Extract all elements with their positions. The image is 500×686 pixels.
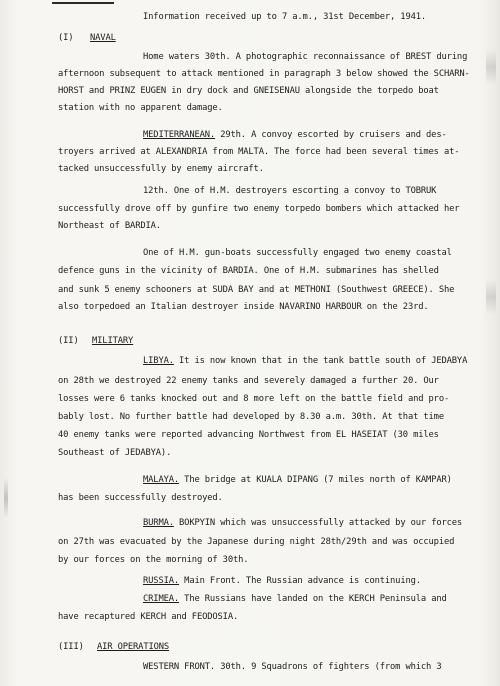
paragraph-line: station with no apparent damage. <box>58 103 223 113</box>
paragraph-line: MEDITERRANEAN. 29th. A convoy escorted by cruisers and des- <box>143 130 447 140</box>
paper-stain <box>486 50 496 84</box>
paragraph-line: bably lost. No further battle had developed by 8.30 a.m. 30th. At that time <box>58 412 444 422</box>
paragraph-line: Home waters 30th. A photographic reconnaissance of BREST during <box>143 52 468 62</box>
paragraph-line: afternoon subsequent to attack mentioned in paragraph 3 below showed the SCHARN- <box>58 69 470 79</box>
paragraph-line: also torpedoed an Italian destroyer inside NAVARINO HARBOUR on the 23rd. <box>58 302 429 312</box>
section-heading-naval: NAVAL <box>90 33 116 43</box>
subheading-malaya: MALAYA. <box>143 475 180 485</box>
subheading-russia: RUSSIA. <box>143 576 180 586</box>
paragraph-line: has been successfully destroyed. <box>58 493 223 503</box>
section-number: (III) <box>58 642 84 652</box>
paragraph-line: LIBYA. It is now known that in the tank battle south of JEDABYA <box>143 356 468 366</box>
paragraph-line: have recaptured KERCH and FEODOSIA. <box>58 612 239 622</box>
paragraph-line: successfully drove off by gunfire two enemy torpedo bombers which attacked her <box>58 204 460 214</box>
subheading-libya: LIBYA. <box>143 356 174 366</box>
paragraph-line: Southeast of JEDABYA). <box>58 448 172 458</box>
paragraph-line: on 28th we destroyed 22 enemy tanks and severely damaged a further 20. Our <box>58 376 439 386</box>
subheading-mediterranean: MEDITERRANEAN. <box>143 130 216 140</box>
subheading-crimea: CRIMEA. <box>143 594 180 604</box>
paragraph-line: Northeast of BARDIA. <box>58 221 161 231</box>
paragraph-line: on 27th was evacuated by the Japanese during night 28th/29th and was occupied <box>58 537 455 547</box>
paragraph-line: CRIMEA. The Russians have landed on the KERCH Peninsula and <box>143 594 447 604</box>
paragraph-line: and sunk 5 enemy schooners at SUDA BAY and at METHONI (Southwest GREECE). She <box>58 285 455 295</box>
section-number: (I) <box>58 33 74 43</box>
paragraph-line: losses were 6 tanks knocked out and 8 more left on the battle field and pro- <box>58 394 450 404</box>
section-number: (II) <box>58 336 79 346</box>
paragraph-line: One of H.M. gun-boats successfully engaged two enemy coastal <box>143 248 452 258</box>
top-rule <box>52 2 114 4</box>
margin-mark <box>4 478 8 518</box>
section-heading-military: MILITARY <box>92 336 134 346</box>
paragraph-line: WESTERN FRONT. 30th. 9 Squadrons of fighters (from which 3 <box>143 662 442 672</box>
paragraph-line: defence guns in the vicinity of BARDIA. One of H.M. submarines has shelled <box>58 266 439 276</box>
paragraph-line: MALAYA. The bridge at KUALA DIPANG (7 miles north of KAMPAR) <box>143 475 452 485</box>
paragraph-line: by our forces on the morning of 30th. <box>58 555 249 565</box>
paper-stain <box>486 280 496 314</box>
paragraph-line: HORST and PRINZ EUGEN in dry dock and GNEISENAU alongside the torpedo boat <box>58 86 439 96</box>
section-heading-air-operations: AIR OPERATIONS <box>97 642 170 652</box>
paragraph-line: troyers arrived at ALEXANDRIA from MALTA. The force had been several times at- <box>58 147 460 157</box>
paragraph-line: tacked unsuccessfully by enemy aircraft. <box>58 164 264 174</box>
paragraph-line: 12th. One of H.M. destroyers escorting a convoy to TOBRUK <box>143 186 437 196</box>
paragraph-line: BURMA. BOKPYIN which was unsuccessfully attacked by our forces <box>143 518 463 528</box>
subheading-burma: BURMA. <box>143 518 174 528</box>
paragraph-line: 40 enemy tanks were reported advancing Northwest from EL HASEIAT (30 miles <box>58 430 439 440</box>
paragraph-line: RUSSIA. Main Front. The Russian advance is continuing. <box>143 576 421 586</box>
document-header: Information received up to 7 a.m., 31st December, 1941. <box>143 12 427 22</box>
